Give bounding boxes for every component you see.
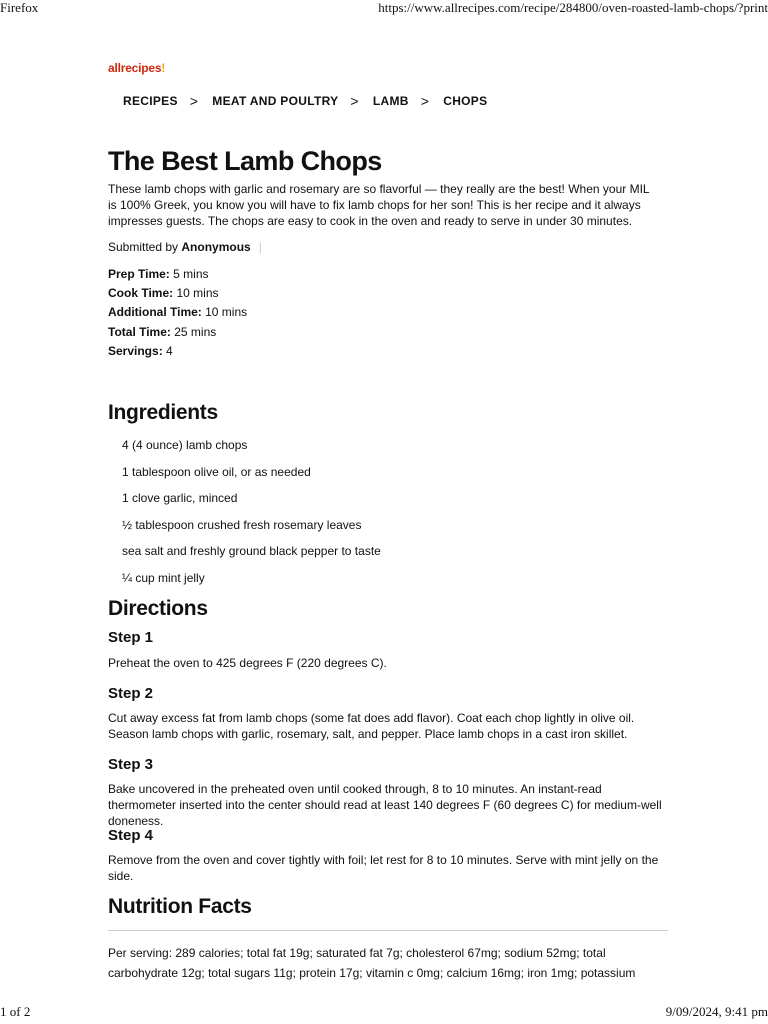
print-header [0,0,768,18]
list-item: 4 (4 ounce) lamb chops [122,438,248,452]
page-title: The Best Lamb Chops [108,146,382,176]
list-item: ½ tablespoon crushed fresh rosemary leaves [122,517,362,532]
chevron-right-icon: > [350,93,359,109]
logo-text: allrecipes [108,61,162,75]
recipe-meta [108,265,247,361]
list-item: 1 tablespoon olive oil, or as needed [122,464,311,479]
divider [108,930,668,931]
list-item: ¼ cup mint jelly [122,570,205,585]
breadcrumb-item-chops[interactable]: CHOPS [443,94,488,108]
ingredients-list [122,438,381,597]
nutrition-heading: Nutrition Facts [108,895,252,918]
page-url: https://www.allrecipes.com/recipe/284800/oven-roasted-lamb-chops/?print [378,0,768,15]
submitted-by [108,240,262,254]
chevron-right-icon: > [420,93,430,109]
step-4-title: Step 4 [108,827,154,844]
divider: | [258,240,262,254]
breadcrumb-item-meat-and-poultry[interactable]: MEAT AND POULTRY [212,94,339,108]
author-name[interactable]: Anonymous [181,240,251,254]
directions-heading: Directions [108,597,208,620]
meta-prep-time: Prep Time: 5 mins [108,267,209,281]
submitted-label: Submitted by [108,240,179,254]
meta-servings: Servings: 4 [108,343,173,358]
allrecipes-logo[interactable] [108,61,165,75]
breadcrumb-item-recipes[interactable]: RECIPES [123,94,178,108]
browser-name: Firefox [0,0,39,15]
step-4-text: Remove from the oven and cover tightly with foil; let rest for 8 to 10 minutes. Serve with mint jelly on the side. [108,853,659,883]
breadcrumb-item-lamb[interactable]: LAMB [372,94,409,108]
breadcrumb [123,93,487,109]
step-3-text: Bake uncovered in the preheated oven until cooked through, 8 to 10 minutes. An instant-read thermometer inserted into the center should read at least 140 degrees F (60 degrees C) for medium-well doneness. [108,782,662,828]
ingredients-heading: Ingredients [108,401,218,424]
chevron-right-icon: > [189,93,199,109]
recipe-intro: These lamb chops with garlic and rosemary are so flavorful — they really are the best! When your MIL is 100% Greek, you know you will have to fix lamb chops for her son! This is her recipe and it always impresses guests. The chops are easy to cook in the oven and ready to serve in under 30 minutes. [108,182,650,228]
meta-total-time: Total Time: 25 mins [108,324,217,339]
list-item: sea salt and freshly ground black pepper to taste [122,544,381,558]
meta-additional-time: Additional Time: 10 mins [108,305,248,320]
step-3-title: Step 3 [108,756,154,773]
logo-mark: ! [161,61,166,75]
page-count: 1 of 2 [0,1004,31,1019]
nutrition-text: Per serving: 289 calories; total fat 19g; saturated fat 7g; cholesterol 67mg; sodium 52mg; total carbohydrate 12g; total sugars 11g; protein 17g; vitamin c 0mg; calcium 16mg; iron 1mg; potassium [108,946,636,980]
list-item: 1 clove garlic, minced [122,491,238,505]
step-2-text: Cut away excess fat from lamb chops (some fat does add flavor). Coat each chop lightly in olive oil. Season lamb chops with garlic, rosemary, salt, and pepper. Place lamb chops in a cast iron skillet. [108,711,635,741]
step-1-title: Step 1 [108,629,154,646]
print-datetime: 9/09/2024, 9:41 pm [665,1004,768,1019]
step-2-title: Step 2 [108,685,154,702]
meta-cook-time: Cook Time: 10 mins [108,286,219,301]
step-1-text: Preheat the oven to 425 degrees F (220 degrees C). [108,656,387,670]
print-footer [0,1006,768,1024]
